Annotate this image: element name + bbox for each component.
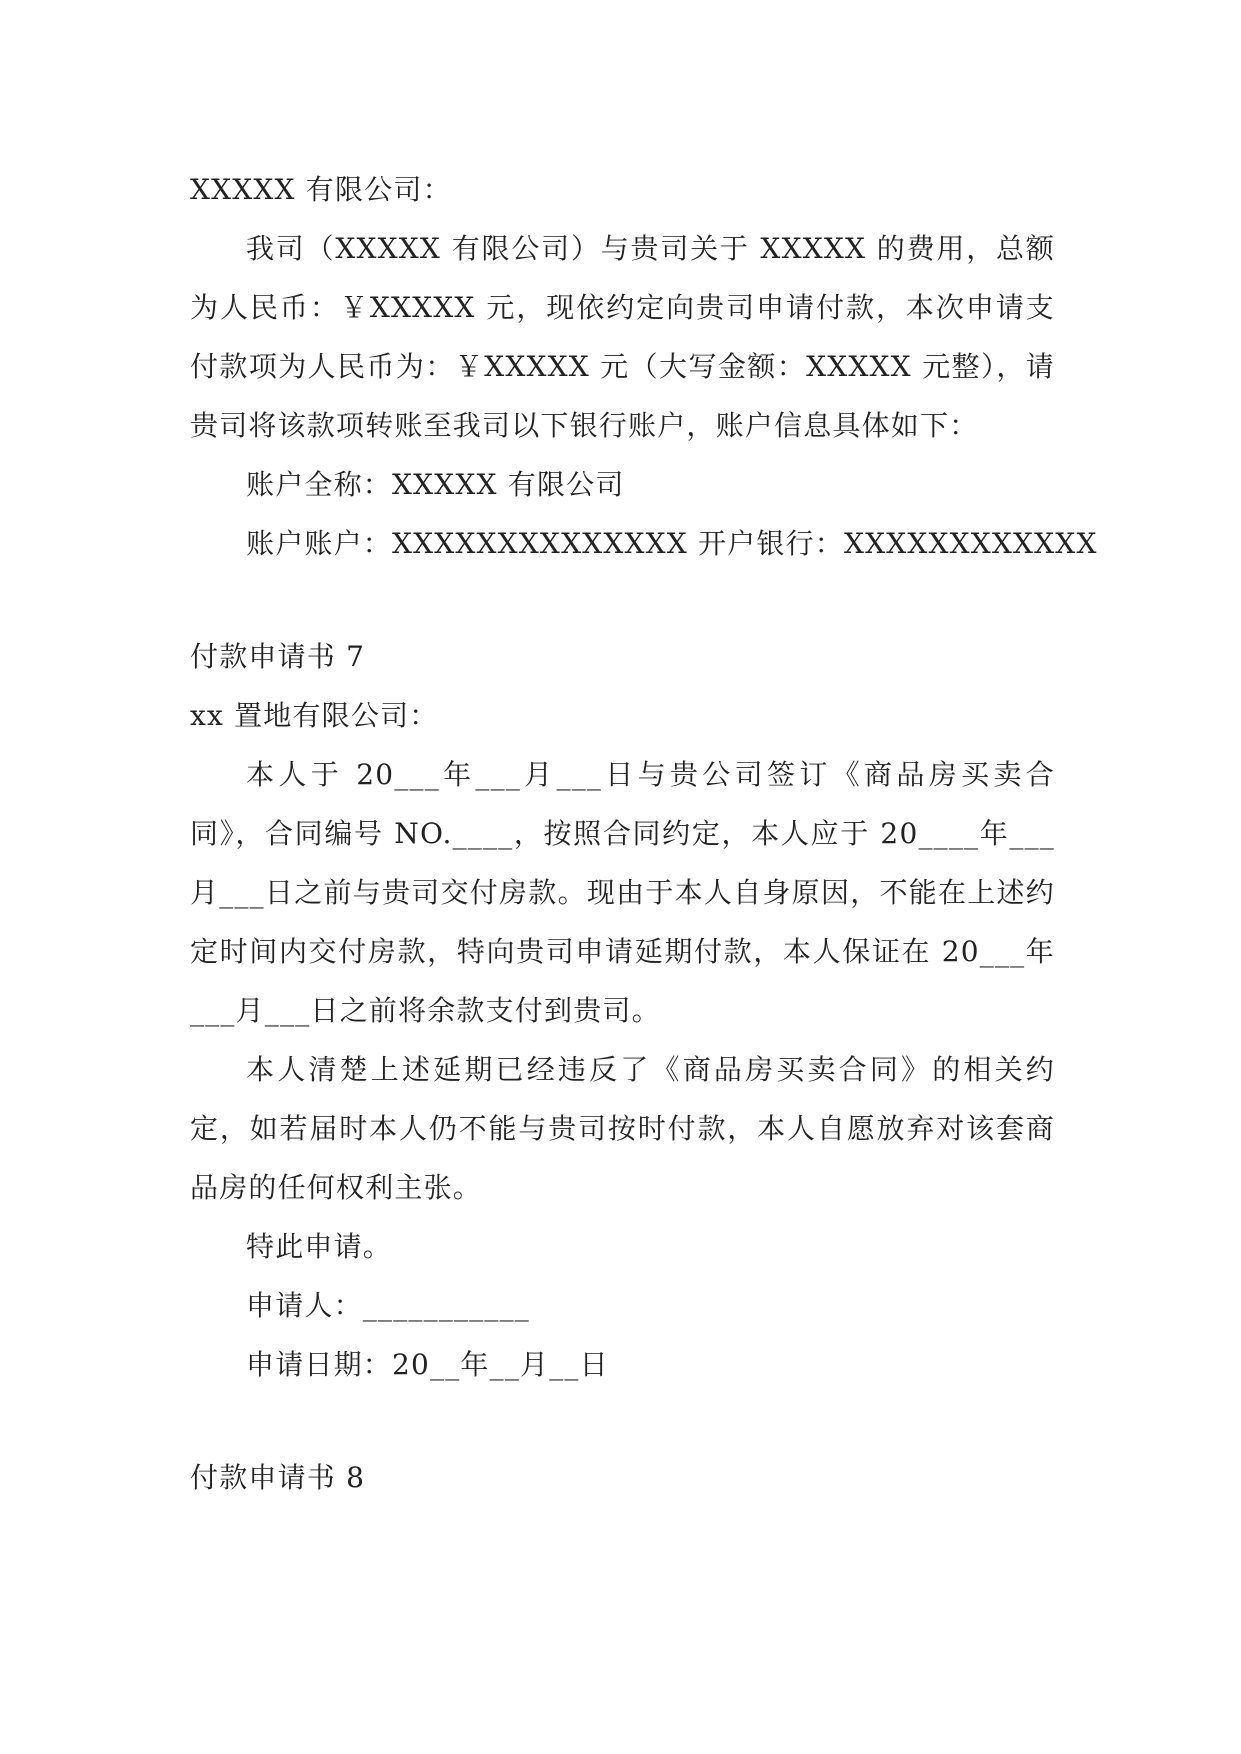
account-info-line: 账户账户：XXXXXXXXXXXXXX 开户银行：XXXXXXXXXXXX: [246, 527, 1098, 560]
document-content: [190, 160, 1098, 1507]
section-title-8: 付款申请书 8: [190, 1461, 366, 1494]
salutation-7: xx 置地有限公司：: [190, 699, 439, 732]
body-paragraph-7b: 本人清楚上述延期已经违反了《商品房买卖合同》的相关约定，如若届时本人仍不能与贵司按时付款，本人自愿放弃对该套商品房的任何权利主张。: [190, 1053, 1055, 1204]
body-paragraph-6: 我司（XXXXX 有限公司）与贵司关于 XXXXX 的费用，总额为人民币：￥XXXXX 元，现依约定向贵司申请付款，本次申请支付款项为人民币为：￥XXXXX 元（大写金额：XXXXX 元整），请贵司将该款项转账至我司以下银行账户，账户信息具体如下：: [190, 232, 1055, 442]
section-gap: [190, 1394, 1055, 1448]
date-line: 申请日期：20__年__月__日: [246, 1348, 609, 1381]
account-name-line: 账户全称：XXXXX 有限公司: [246, 468, 625, 501]
closing-line: 特此申请。: [246, 1230, 393, 1263]
section-gap: [190, 573, 1055, 627]
applicant-line: 申请人：___________: [246, 1289, 531, 1322]
salutation-6: XXXXX 有限公司：: [190, 173, 452, 206]
body-paragraph-7a: 本人于 20___年___月___日与贵公司签订《商品房买卖合同》，合同编号 NO.____，按照合同约定，本人应于 20____年___月___日之前与贵司交付房款。现由于本人自身原因，不能在上述约定时间内交付房款，特向贵司申请延期付款，本人保证在 20___年___月___日之前将余款支付到贵司。: [190, 758, 1055, 1027]
section-title-7: 付款申请书 7: [190, 640, 366, 673]
